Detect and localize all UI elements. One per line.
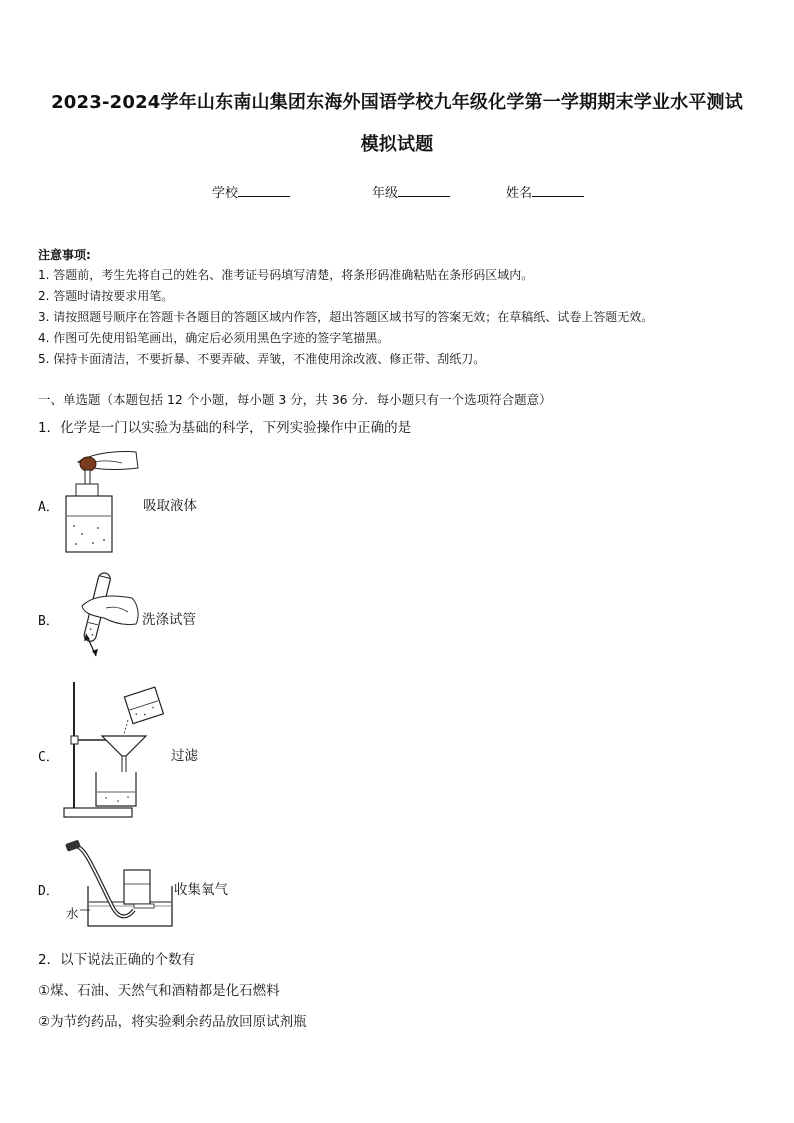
note-item: 2. 答题时请按要求用笔。 <box>38 289 174 303</box>
page-title-line1: 2023-2024学年山东南山集团东海外国语学校九年级化学第一学期期末学业水平测试 <box>51 92 743 113</box>
question-1-stem: 1．化学是一门以实验为基础的科学，下列实验操作中正确的是 <box>38 420 412 436</box>
test-tube-hand-illustration <box>66 568 146 664</box>
grade-field <box>372 182 450 201</box>
gas-collection-illustration <box>64 840 176 932</box>
option-c-label: 过滤 <box>171 748 198 764</box>
section-heading: 一、单选题（本题包括 12 个小题，每小题 3 分，共 36 分．每小题只有一个选项符合题意） <box>38 392 552 407</box>
grade-label: 年级 <box>372 186 399 201</box>
statement-item: ②为节约药品，将实验剩余药品放回原试剂瓶 <box>38 1014 307 1030</box>
option-d-label: 收集氧气 <box>174 882 228 898</box>
water-label: 水 <box>66 906 79 921</box>
grade-blank <box>398 184 450 197</box>
note-item: 4. 作图可先使用铅笔画出，确定后必须用黑色字迹的签字笔描黑。 <box>38 331 390 345</box>
option-d-letter: D． <box>38 884 59 899</box>
school-field <box>212 182 290 201</box>
note-item: 3. 请按照题号顺序在答题卡各题目的答题区域内作答，超出答题区域书写的答案无效；在草稿纸、试卷上答题无效。 <box>38 310 654 324</box>
school-label: 学校 <box>212 186 239 201</box>
name-blank <box>532 184 584 197</box>
dropper-beaker-illustration <box>60 448 144 558</box>
page-title-line2: 模拟试题 <box>360 134 434 155</box>
option-b-label: 洗涤试管 <box>142 612 196 628</box>
option-b-letter: B． <box>38 614 59 629</box>
statement-item: ①煤、石油、天然气和酒精都是化石燃料 <box>38 983 280 999</box>
option-a-label: 吸取液体 <box>143 498 197 514</box>
name-field <box>506 182 584 201</box>
note-item: 5. 保持卡面清洁，不要折暴、不要弄破、弄皱，不准使用涂改液、修正带、刮纸刀。 <box>38 352 486 366</box>
question-2-stem: 2．以下说法正确的个数有 <box>38 952 196 968</box>
option-a-letter: A． <box>38 500 59 515</box>
note-item: 1. 答题前，考生先将自己的姓名、准考证号码填写清楚，将条形码准确粘贴在条形码区域内。 <box>38 268 534 282</box>
notes-heading: 注意事项: <box>38 248 91 262</box>
filtration-setup-illustration <box>62 680 174 820</box>
name-label: 姓名 <box>506 186 533 201</box>
school-blank <box>238 184 290 197</box>
option-c-letter: C． <box>38 750 59 765</box>
